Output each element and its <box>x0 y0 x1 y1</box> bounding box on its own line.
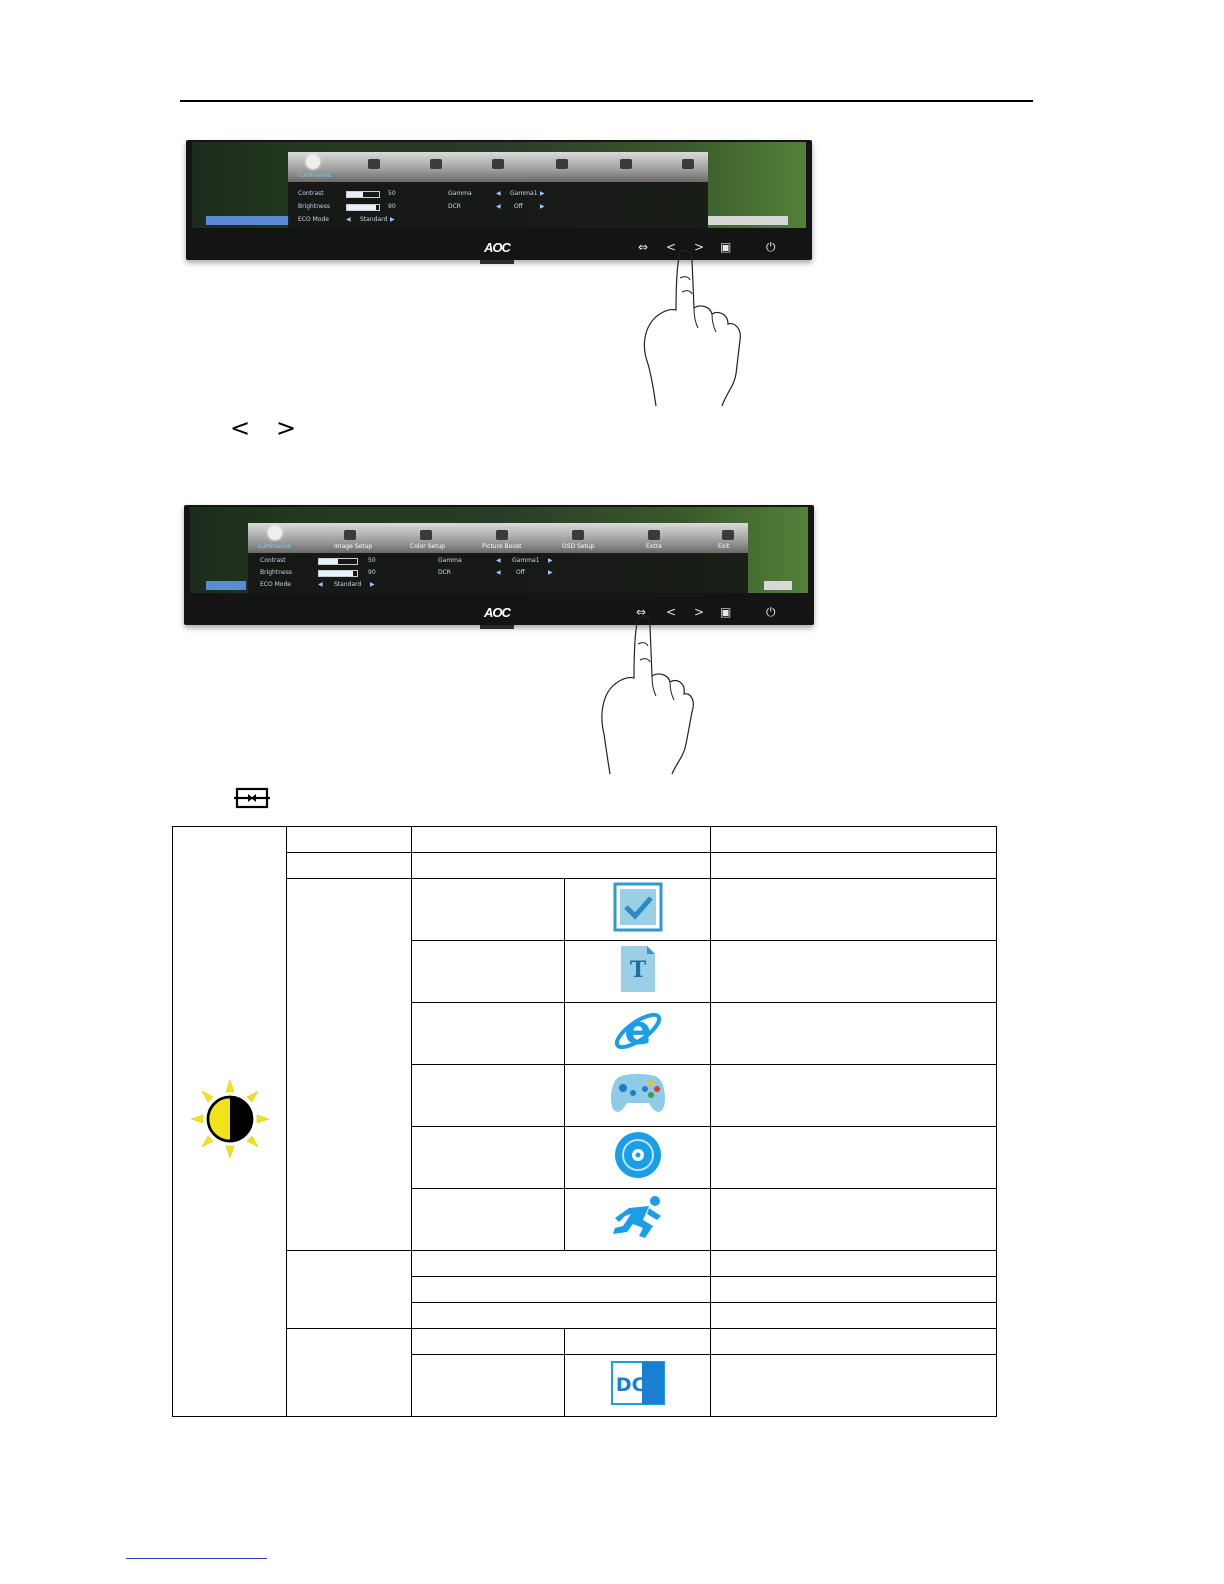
header-rule <box>180 100 1033 102</box>
table-cell <box>287 1251 412 1329</box>
table-cell <box>711 853 997 879</box>
osd-contrast-value: 50 <box>368 557 376 564</box>
image-setup-icon <box>344 530 356 540</box>
left-button[interactable]: < <box>666 240 677 254</box>
picture-boost-icon <box>496 530 508 540</box>
table-cell <box>412 1003 565 1065</box>
table-cell <box>412 879 565 941</box>
table-cell <box>412 1127 565 1189</box>
pointing-hand-icon <box>596 614 696 776</box>
right-button[interactable]: > <box>694 240 705 254</box>
osd-tab-exit: Exit <box>718 543 730 550</box>
table-cell <box>565 1003 711 1065</box>
eco-left-arrow: ◀ <box>318 582 323 588</box>
osd-menu <box>288 152 708 228</box>
exit-icon <box>682 159 694 169</box>
source-button[interactable]: ⇔ <box>638 240 649 254</box>
eco-left-arrow: ◀ <box>346 217 351 223</box>
table-cell <box>412 1251 711 1277</box>
osd-eco-label: ECO Mode <box>298 216 329 223</box>
right-button[interactable]: > <box>694 605 705 619</box>
table-cell <box>565 1329 711 1355</box>
table-cell <box>412 853 711 879</box>
picture-boost-icon <box>492 159 504 169</box>
osd-tab-image-setup: Image Setup <box>334 543 373 550</box>
table-cell <box>711 1065 997 1127</box>
sports-runner-icon <box>609 1194 667 1240</box>
exit-icon <box>722 530 734 540</box>
gamma-right-arrow: ▶ <box>548 558 553 564</box>
osd-gamma-label: Gamma <box>438 557 462 564</box>
left-arrow-symbol: < <box>230 414 251 442</box>
table-cell <box>711 941 997 1003</box>
brightness-slider-fill <box>347 205 376 210</box>
osd-setup-icon <box>556 159 568 169</box>
monitor-stand <box>480 260 514 264</box>
osd-gamma-value: Gamma1 <box>510 190 538 197</box>
aoc-logo: AOC <box>484 240 510 255</box>
osd-tab-luminance: Luminance <box>258 543 291 550</box>
left-button[interactable]: < <box>666 605 677 619</box>
luminance-sun-icon <box>189 1078 271 1160</box>
dcr-right-arrow: ▶ <box>540 204 545 210</box>
osd-contrast-label: Contrast <box>260 557 286 564</box>
table-cell <box>412 827 711 853</box>
desktop-taskbar-right <box>708 216 788 225</box>
table-cell <box>711 879 997 941</box>
contrast-slider-fill <box>319 559 338 564</box>
right-arrow-symbol: > <box>276 414 297 442</box>
table-cell <box>711 1277 997 1303</box>
contrast-slider <box>346 191 380 198</box>
gamma-left-arrow: ◀ <box>496 558 501 564</box>
desktop-taskbar <box>206 216 290 225</box>
color-setup-icon <box>420 530 432 540</box>
table-cell <box>565 1127 711 1189</box>
desktop-taskbar-right <box>764 581 792 590</box>
monitor-stand <box>480 625 514 629</box>
osd-dcr-label: DCR <box>438 569 451 576</box>
osd-brightness-label: Brightness <box>260 569 292 576</box>
table-cell <box>412 1065 565 1127</box>
color-setup-icon <box>430 159 442 169</box>
checkbox-icon <box>613 882 663 932</box>
osd-eco-value: Standard <box>334 581 362 588</box>
dcr-icon <box>611 1361 665 1405</box>
table-cell <box>711 1189 997 1251</box>
dcr-left-arrow: ◀ <box>496 570 501 576</box>
luminance-category-cell <box>173 827 287 1417</box>
table-cell <box>412 1189 565 1251</box>
table-cell <box>412 1303 711 1329</box>
table-cell <box>565 941 711 1003</box>
osd-brightness-label: Brightness <box>298 203 330 210</box>
osd-dcr-label: DCR <box>448 203 461 210</box>
osd-gamma-value: Gamma1 <box>512 557 540 564</box>
osd-setup-icon <box>572 530 584 540</box>
pointing-hand-icon <box>636 248 746 408</box>
source-exit-icon <box>234 786 270 810</box>
movie-disc-icon <box>613 1130 663 1180</box>
osd-brightness-value: 90 <box>388 203 396 210</box>
table-cell <box>287 1329 412 1417</box>
osd-menu <box>248 523 748 593</box>
left-right-arrows-hint <box>230 414 322 442</box>
osd-contrast-value: 50 <box>388 190 396 197</box>
table-cell <box>565 1065 711 1127</box>
eco-right-arrow: ▶ <box>390 217 395 223</box>
internet-explorer-icon <box>611 1004 665 1058</box>
osd-dcr-value: Off <box>516 569 525 576</box>
dcr-right-arrow: ▶ <box>548 570 553 576</box>
table-cell <box>711 1303 997 1329</box>
table-cell <box>412 1329 565 1355</box>
osd-brightness-value: 90 <box>368 569 376 576</box>
text-document-icon <box>619 944 657 994</box>
table-cell <box>711 1251 997 1277</box>
table-cell <box>287 853 412 879</box>
osd-tab-luminance: Luminance <box>298 172 331 179</box>
monitor-screen <box>190 507 808 593</box>
monitor-figure-top <box>186 140 812 260</box>
brightness-slider <box>346 204 380 211</box>
table-cell <box>711 1355 997 1417</box>
gamma-right-arrow: ▶ <box>540 191 545 197</box>
source-button[interactable]: ⇔ <box>636 605 647 619</box>
table-cell <box>287 827 412 853</box>
table-cell <box>711 1329 997 1355</box>
table-cell <box>711 1003 997 1065</box>
osd-tab-extra: Extra <box>646 543 662 550</box>
table-cell <box>565 1355 711 1417</box>
luminance-icon <box>306 155 320 169</box>
luminance-settings-table <box>172 826 997 1417</box>
svg-text:e: e <box>623 1008 652 1054</box>
osd-gamma-label: Gamma <box>448 190 472 197</box>
desktop-taskbar <box>206 581 246 590</box>
osd-tab-osd-setup: OSD Setup <box>562 543 595 550</box>
table-cell <box>412 1355 565 1417</box>
table-cell <box>565 879 711 941</box>
extra-icon <box>648 530 660 540</box>
image-setup-icon <box>368 159 380 169</box>
brightness-slider-fill <box>319 571 353 576</box>
svg-text:T: T <box>629 957 646 983</box>
dcr-left-arrow: ◀ <box>496 204 501 210</box>
power-button[interactable]: ⏻ <box>766 240 776 254</box>
contrast-slider <box>318 558 358 565</box>
dcr-icon-label: DCR <box>615 1374 660 1396</box>
table-cell <box>711 1127 997 1189</box>
monitor-screen <box>192 142 806 228</box>
footer-link-underline <box>126 1558 267 1559</box>
osd-tab-color-setup: Color Setup <box>410 543 446 550</box>
table-cell <box>287 879 412 1251</box>
table-cell <box>412 941 565 1003</box>
osd-tab-picture-boost: Picture Boost <box>482 543 522 550</box>
game-controller-icon <box>609 1071 667 1115</box>
osd-contrast-label: Contrast <box>298 190 324 197</box>
menu-button[interactable]: ▣ <box>720 605 732 619</box>
luminance-icon <box>268 526 282 540</box>
aoc-logo: AOC <box>484 605 510 620</box>
extra-icon <box>620 159 632 169</box>
table-cell <box>711 827 997 853</box>
menu-button[interactable]: ▣ <box>720 240 732 254</box>
gamma-left-arrow: ◀ <box>496 191 501 197</box>
table-cell <box>565 1189 711 1251</box>
osd-eco-label: ECO Mode <box>260 581 291 588</box>
power-button[interactable]: ⏻ <box>766 605 776 619</box>
table-cell <box>412 1277 711 1303</box>
eco-right-arrow: ▶ <box>370 582 375 588</box>
osd-dcr-value: Off <box>514 203 523 210</box>
monitor-figure-bottom <box>184 505 814 625</box>
contrast-slider-fill <box>347 192 363 197</box>
brightness-slider <box>318 570 358 577</box>
osd-eco-value: Standard <box>360 216 388 223</box>
